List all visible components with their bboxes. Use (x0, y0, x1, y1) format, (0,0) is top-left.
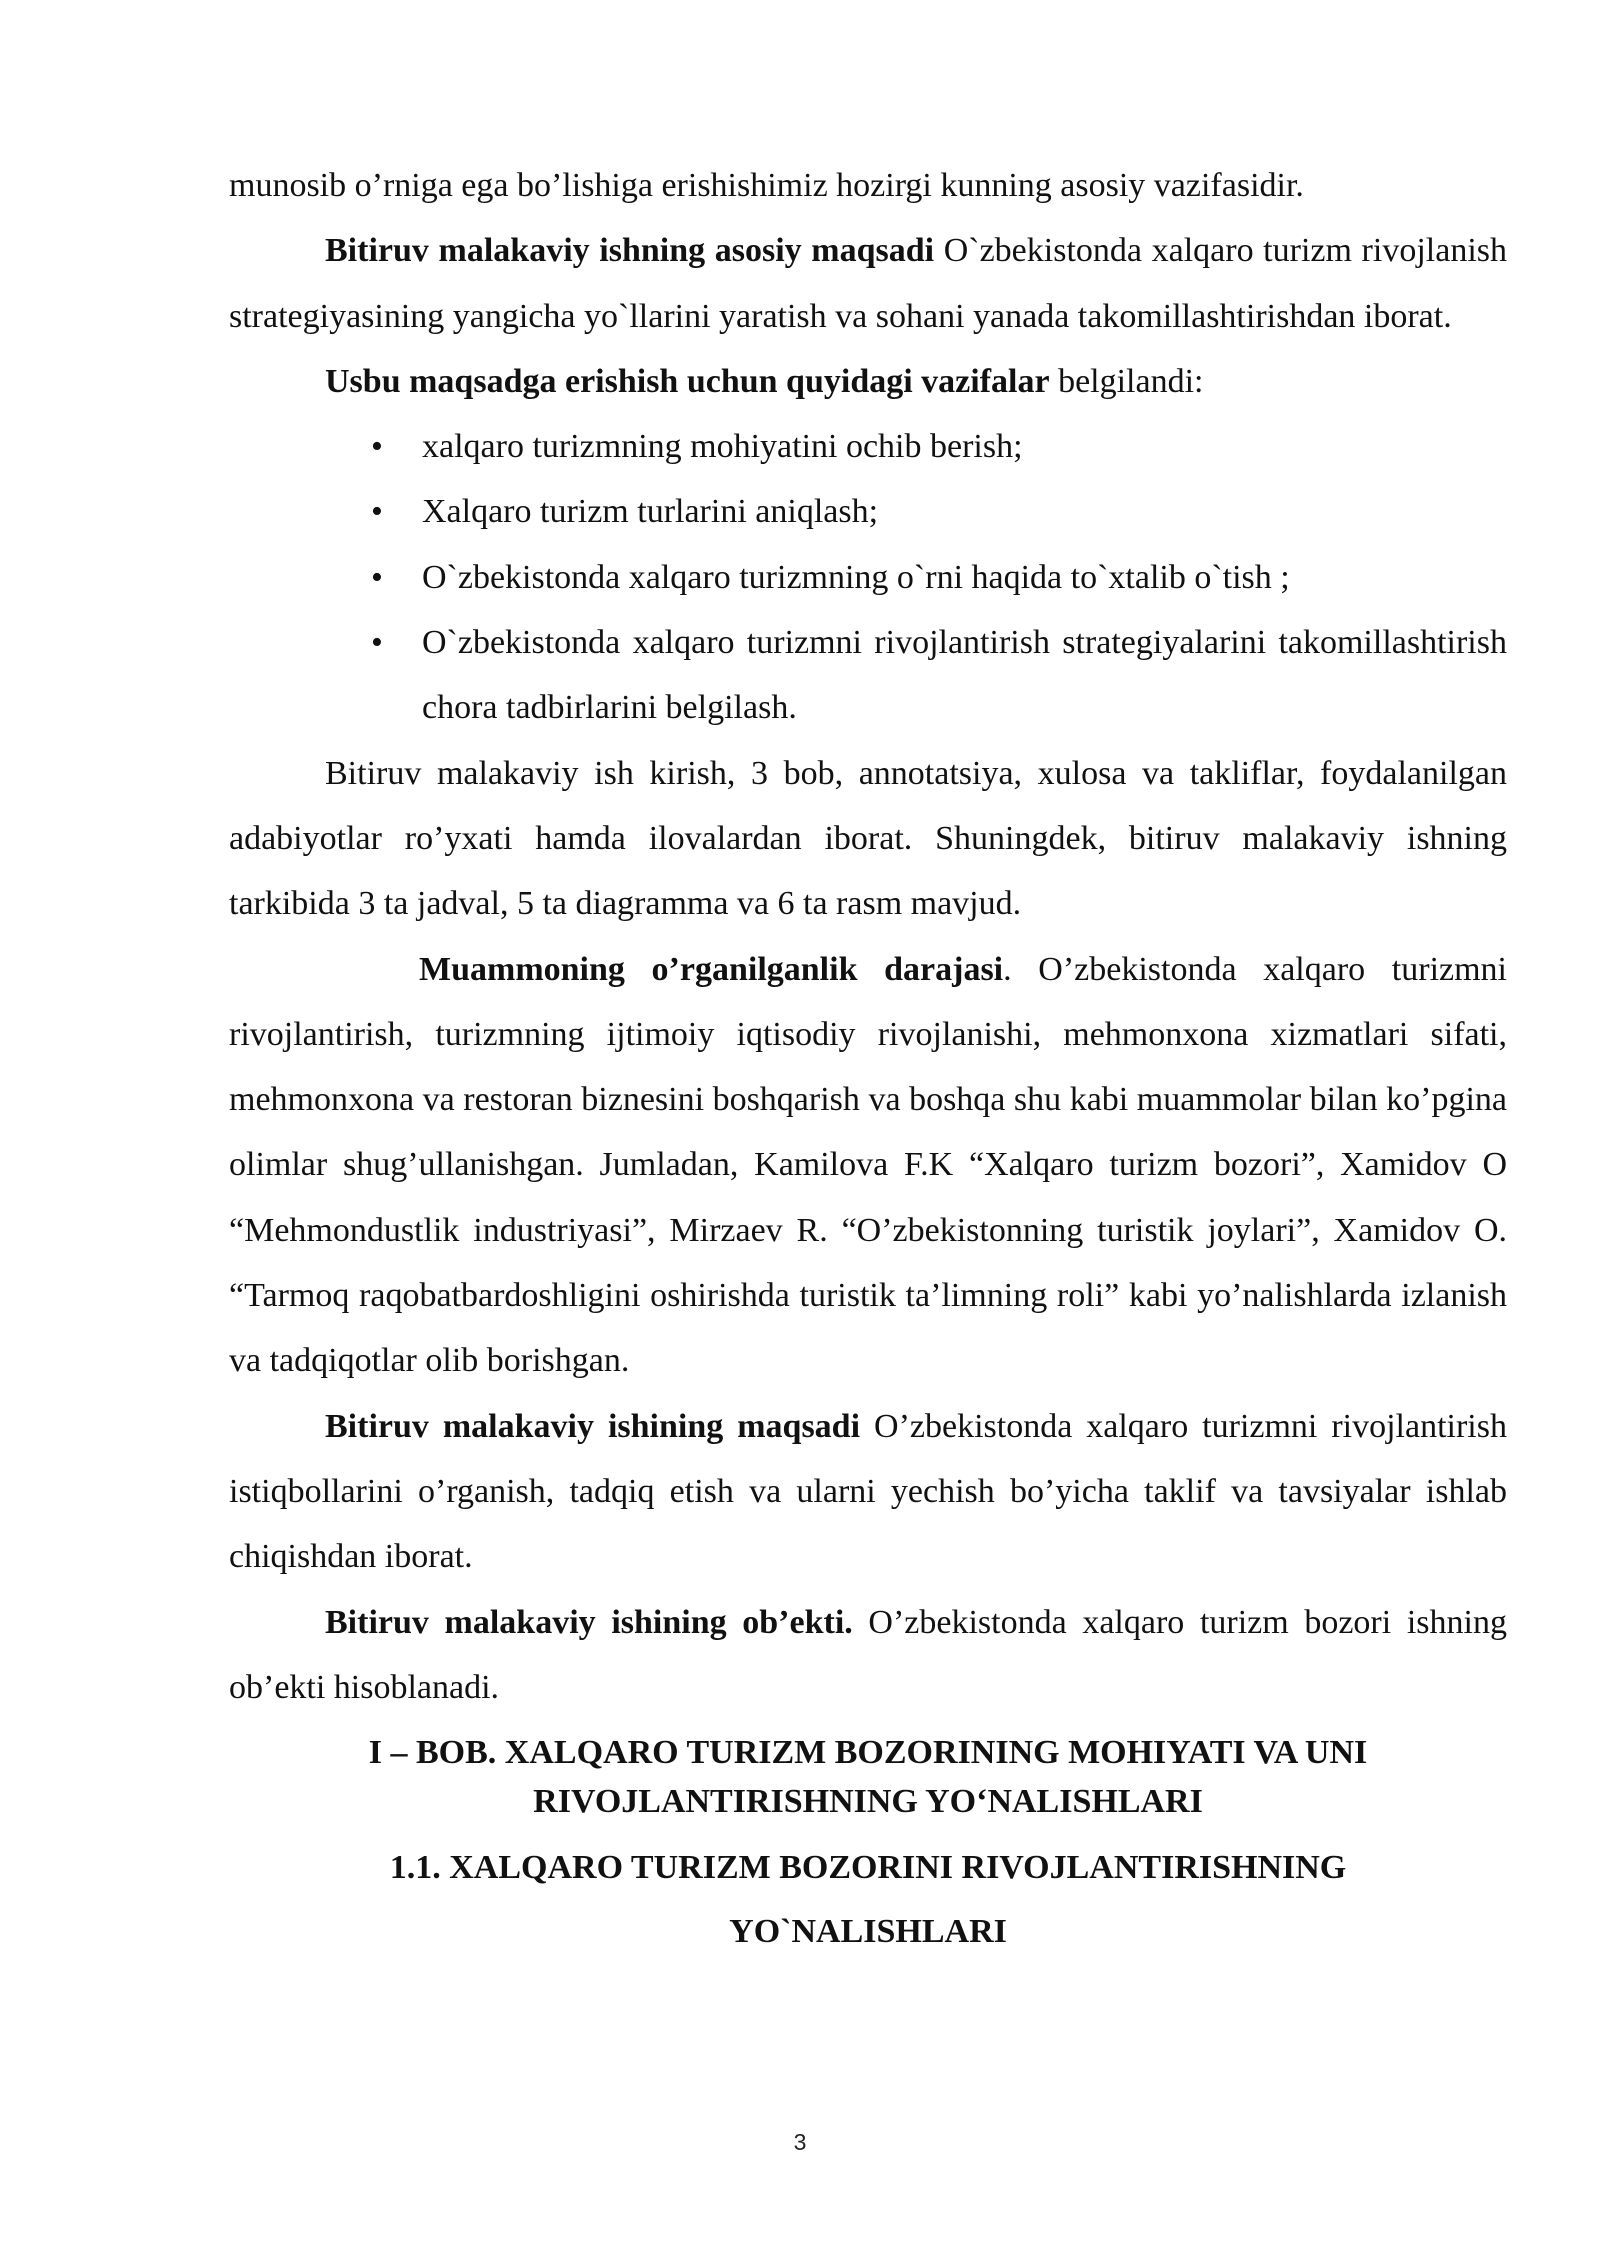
goal-heading: Bitiruv malakaviy ishining maqsadi (325, 1407, 861, 1445)
object-heading: Bitiruv malakaviy ishining ob’ekti. (325, 1603, 853, 1641)
list-item-text: xalqaro turizmning mohiyatini ochib berish; (422, 428, 1023, 466)
chapter-title (229, 1728, 1507, 1826)
paragraph-goal (229, 1394, 1507, 1590)
main-goal-heading: Bitiruv malakaviy ishning asosiy maqsadi (325, 232, 935, 270)
page-number: 3 (793, 2129, 807, 2155)
paragraph-object (229, 1590, 1507, 1721)
tasks-heading: Usbu maqsadga erishish uchun quyidagi vazifalar (325, 362, 1050, 400)
list-item-text: O`zbekistonda xalqaro turizmni rivojlantirish strategiyalarini takomillashtirish chora tadbirlarini belgilash. (422, 624, 1507, 727)
bullet-icon: • (371, 624, 383, 662)
bullet-icon: • (371, 428, 383, 466)
list-item (229, 610, 1507, 741)
paragraph-tasks-intro (229, 349, 1507, 414)
section-title-line: YO`NALISHLARI (729, 1913, 1007, 1951)
list-item (229, 545, 1507, 610)
research-degree-heading: Muammoning o’rganilganlik darajasi (419, 950, 1004, 988)
bullet-icon: • (371, 558, 383, 596)
research-degree-text: . O’zbekistonda xalqaro turizmni rivojlantirish, turizmning ijtimoiy iqtisodiy rivojlanishi, mehmonxona xizmatlari sifati, mehmonxona va restoran biznesini boshqarish va boshqa shu kabi muammolar bilan ko’pgina olimlar shug’ullanishgan. Jumladan, Kamilova F.K “Xalqaro turizm bozori”, Xamidov O “Mehmondustlik industriyasi”, Mirzaev R. “O’zbekistonning turistik joylari”, Xamidov O. “Tarmoq raqobatbardoshligini oshirishda turistik ta’limning roli” kabi yo’nalishlarda izlanish va tadqiqotlar olib borishgan. (229, 950, 1508, 1380)
goal-text: O’zbekistonda xalqaro turizmni rivojlantirish istiqbollarini o’rganish, tadqiq etish va ularni yechish bo’yicha taklif va tavsiyalar ishlab chiqishdan iborat. (229, 1407, 1507, 1576)
list-item-text: O`zbekistonda xalqaro turizmning o`rni haqida to`xtalib o`tish ; (422, 558, 1290, 596)
tasks-list (229, 414, 1507, 740)
bullet-icon: • (371, 493, 383, 531)
list-item (229, 479, 1507, 544)
object-text: O’zbekistonda xalqaro turizm bozori ishning ob’ekti hisoblanadi. (229, 1603, 1507, 1706)
tasks-intro-text: belgilandi: (1049, 362, 1204, 400)
chapter-title-line: I – BOB. XALQARO TURIZM BOZORINING MOHIYATI VA UNI (368, 1734, 1368, 1772)
main-goal-text: O`zbekistonda xalqaro turizm rivojlanish strategiyasining yangicha yo`llarini yaratish va sohani yanada takomillashtirishdan iborat. (229, 232, 1507, 335)
paragraph-structure: Bitiruv malakaviy ish kirish, 3 bob, annotatsiya, xulosa va takliflar, foydalanilgan adabiyotlar ro’yxati hamda ilovalardan iborat. Shuningdek, bitiruv malakaviy ishning tarkibida 3 ta jadval, 5 ta diagramma va 6 ta rasm mavjud. (229, 754, 1507, 923)
section-title-line: 1.1. XALQARO TURIZM BOZORINI RIVOJLANTIRISHNING (389, 1849, 1347, 1887)
list-item (229, 414, 1507, 479)
section-title (229, 1836, 1507, 1964)
chapter-title-line: RIVOJLANTIRISHNING YO‘NALISHLARI (533, 1783, 1203, 1821)
page-content (229, 153, 1507, 1964)
list-item-text: Xalqaro turizm turlarini aniqlash; (422, 493, 879, 531)
paragraph-research-degree (229, 937, 1507, 1394)
paragraph-continuation: munosib o’rniga ega bo’lishiga erishishimiz hozirgi kunning asosiy vazifasidir. (229, 167, 1304, 204)
paragraph-main-goal (229, 218, 1507, 349)
